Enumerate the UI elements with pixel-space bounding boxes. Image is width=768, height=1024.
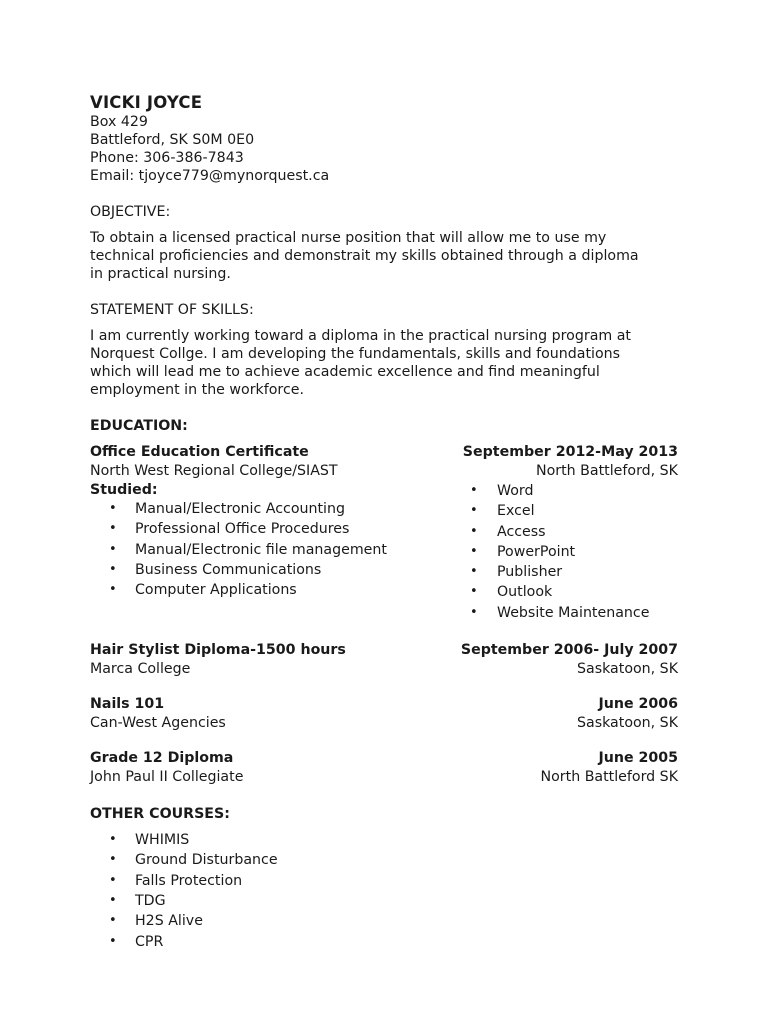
studied-columns <box>90 481 678 623</box>
studied-right-list <box>470 481 659 623</box>
software-item <box>470 562 659 582</box>
bullet-icon: • <box>470 503 478 519</box>
education-dates: September 2012-May 2013 <box>462 444 678 460</box>
studied-item-text: Professional Office Procedures <box>135 521 350 538</box>
education-school: John Paul II Collegiate <box>90 769 244 786</box>
software-item <box>470 481 659 501</box>
education-location: Saskatoon, SK <box>577 715 678 732</box>
education-entry-header <box>90 641 678 660</box>
resume-page <box>90 93 678 952</box>
course-item <box>109 932 678 952</box>
education-entry-header <box>90 749 678 768</box>
studied-right-column <box>470 481 659 623</box>
email-line: Email: tjoyce779@mynorquest.ca <box>90 168 330 184</box>
education-entry-header <box>90 443 678 462</box>
bullet-icon: • <box>109 872 117 888</box>
bullet-icon: • <box>470 564 478 580</box>
software-item-text: PowerPoint <box>497 543 576 560</box>
education-entry-subheader <box>90 462 678 481</box>
education-school: Can-West Agencies <box>90 715 226 732</box>
software-item-text: Word <box>497 483 534 499</box>
studied-label: Studied: <box>90 482 158 498</box>
education-entry-subheader <box>90 768 678 787</box>
education-title: Hair Stylist Diploma-1500 hours <box>90 642 346 659</box>
studied-item <box>109 540 387 560</box>
studied-item-text: Business Communications <box>135 561 322 578</box>
education-title: Grade 12 Diploma <box>90 750 234 767</box>
studied-item-text: Computer Applications <box>135 582 297 599</box>
education-dates: June 2006 <box>598 696 678 713</box>
bullet-icon: • <box>109 501 117 516</box>
course-item <box>109 911 678 931</box>
studied-item <box>109 499 387 519</box>
skills-heading: STATEMENT OF SKILLS: <box>90 302 254 318</box>
studied-item <box>109 560 387 580</box>
address-line-1: Box 429 <box>90 114 148 130</box>
bullet-icon: • <box>470 543 478 559</box>
studied-item-text: Manual/Electronic Accounting <box>135 501 345 517</box>
software-item <box>470 542 659 562</box>
contact-block <box>90 93 678 185</box>
education-location: North Battleford, SK <box>535 463 678 479</box>
education-entry-office <box>90 443 678 623</box>
bullet-icon: • <box>109 892 117 908</box>
software-item-text: Publisher <box>497 564 563 581</box>
bullet-icon: • <box>109 933 117 949</box>
address-line-2: Battleford, SK S0M 0E0 <box>90 132 255 148</box>
education-school: Marca College <box>90 661 191 678</box>
education-dates: September 2006- July 2007 <box>460 642 678 659</box>
education-school: North West Regional College/SIAST <box>90 463 338 479</box>
studied-item <box>109 580 387 600</box>
bullet-icon: • <box>109 541 117 557</box>
education-entry-subheader <box>90 714 678 733</box>
bullet-icon: • <box>470 584 478 600</box>
course-item <box>109 850 678 870</box>
course-item-text: Falls Protection <box>135 872 243 889</box>
education-dates: June 2005 <box>598 750 678 767</box>
bullet-icon: • <box>470 483 478 498</box>
bullet-icon: • <box>109 582 117 598</box>
studied-item <box>109 519 387 539</box>
other-courses-heading: OTHER COURSES: <box>90 806 230 823</box>
software-item-text: Excel <box>497 503 535 520</box>
studied-left-list <box>109 499 387 600</box>
software-item <box>470 501 659 521</box>
course-item-text: H2S Alive <box>135 913 203 930</box>
other-courses-list <box>109 830 678 952</box>
education-title: Nails 101 <box>90 696 165 713</box>
software-item-text: Outlook <box>497 584 553 601</box>
skills-text: I am currently working toward a diploma in the practical nursing program at Norquest Collge. I am developing the fundamentals, skills and foundations which will lead me to achieve academic excellence and find meaningful employment in the workforce. <box>90 328 631 398</box>
course-item-text: Ground Disturbance <box>135 852 278 869</box>
education-entry-grade12 <box>90 749 678 787</box>
bullet-icon: • <box>109 913 117 929</box>
education-entry-subheader <box>90 660 678 679</box>
bullet-icon: • <box>470 604 478 620</box>
education-title: Office Education Certificate <box>90 444 309 460</box>
course-item-text: WHIMIS <box>135 832 190 849</box>
course-item-text: TDG <box>135 892 166 909</box>
education-heading: EDUCATION: <box>90 418 188 434</box>
candidate-name: VICKI JOYCE <box>90 93 203 112</box>
course-item <box>109 871 678 891</box>
education-location: North Battleford SK <box>540 769 678 786</box>
bullet-icon: • <box>109 832 117 848</box>
course-item <box>109 891 678 911</box>
education-location: Saskatoon, SK <box>577 661 678 678</box>
education-entry-header <box>90 695 678 714</box>
software-item-text: Website Maintenance <box>497 604 650 621</box>
phone-line: Phone: 306-386-7843 <box>90 150 244 166</box>
objective-heading-text: OBJECTIVE <box>90 204 166 220</box>
objective-heading: OBJECTIVE: <box>90 204 171 220</box>
software-item <box>470 522 659 542</box>
objective-text: To obtain a licensed practical nurse position that will allow me to use my technical proficiencies and demonstrait my skills obtained through a diploma in practical nursing. <box>90 230 639 282</box>
software-item <box>470 603 659 623</box>
studied-item-text: Manual/Electronic file management <box>135 541 387 558</box>
course-item <box>109 830 678 850</box>
bullet-icon: • <box>470 523 478 539</box>
software-item <box>470 582 659 602</box>
software-item-text: Access <box>497 523 546 540</box>
bullet-icon: • <box>109 561 117 577</box>
bullet-icon: • <box>109 521 117 537</box>
education-entry-hair <box>90 641 678 679</box>
skills-heading-text: STATEMENT OF SKILLS <box>90 302 249 318</box>
education-entry-nails <box>90 695 678 733</box>
bullet-icon: • <box>109 852 117 868</box>
studied-left-column <box>90 481 387 623</box>
course-item-text: CPR <box>135 933 164 950</box>
